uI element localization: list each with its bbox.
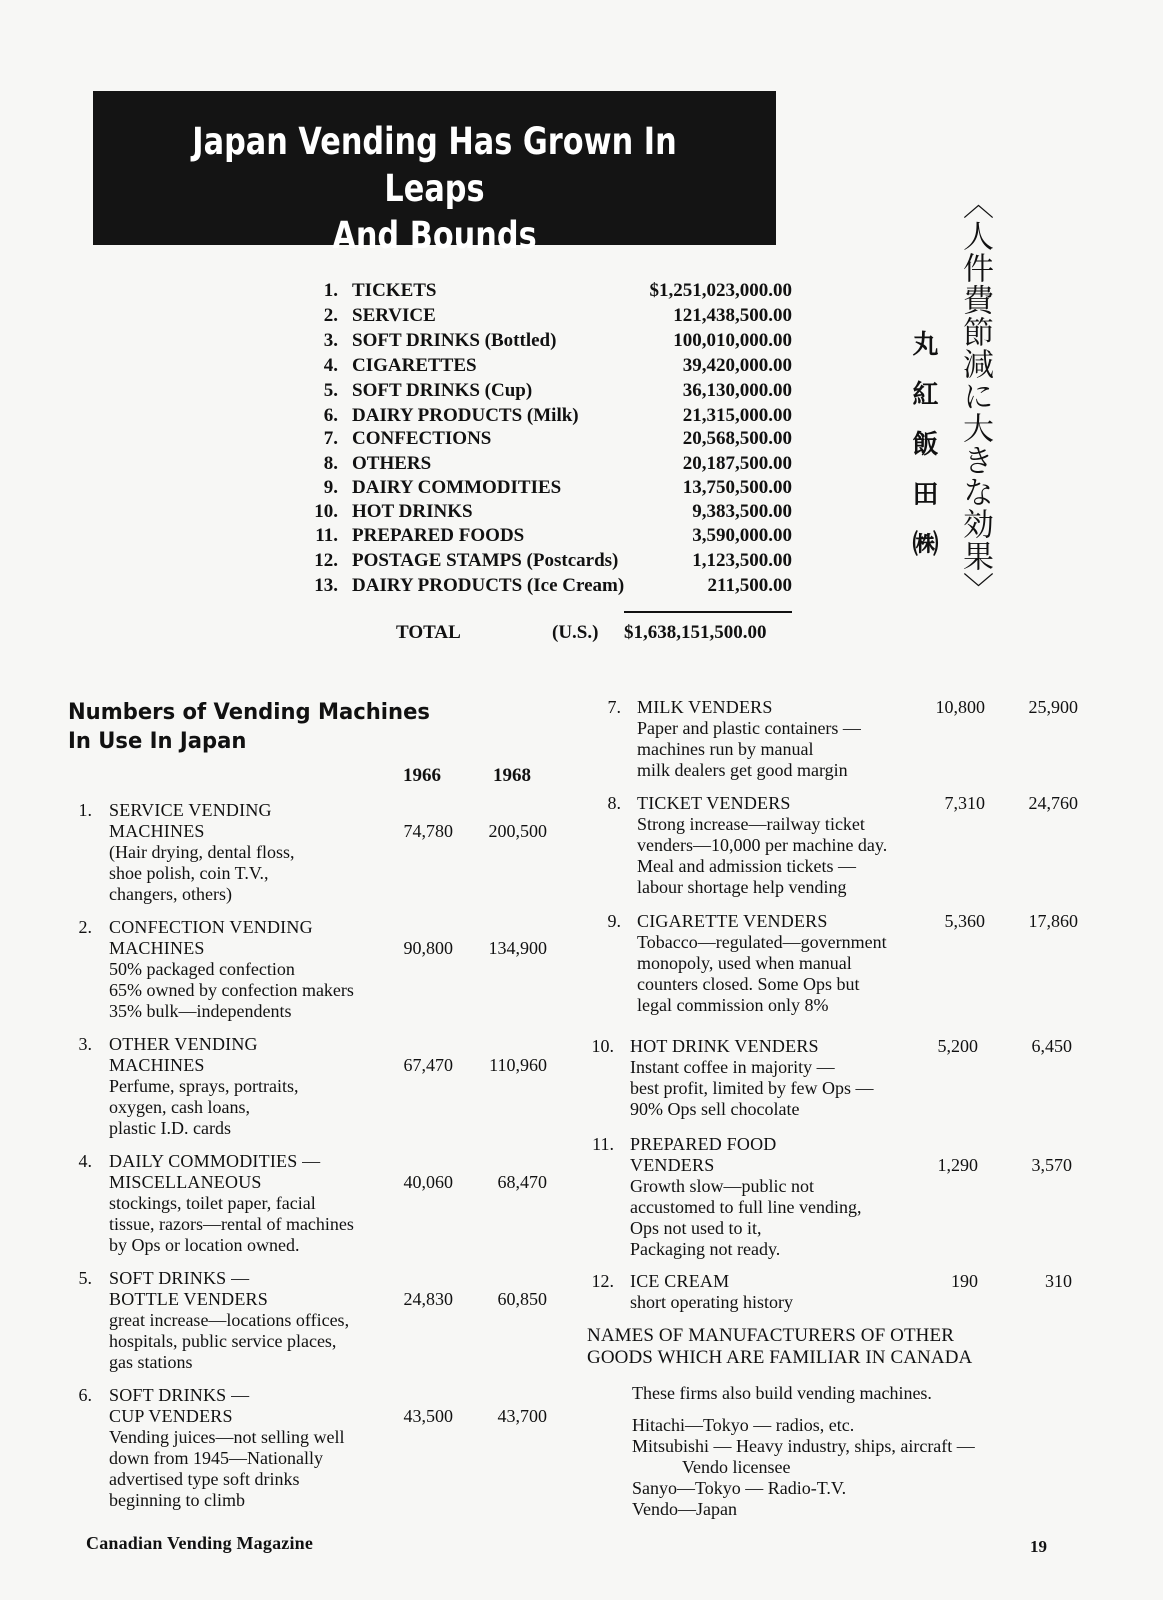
machine-item-number: 4. [78, 1151, 92, 1171]
revenue-row-category: HOT DRINKS [352, 501, 473, 522]
revenue-row [300, 330, 800, 354]
machine-count-1968: 43,700 [497, 1406, 547, 1426]
machine-count-1966: 190 [951, 1271, 978, 1291]
machine-item-description: changers, others) [109, 884, 232, 904]
revenue-row-amount: 100,010,000.00 [673, 330, 792, 351]
revenue-row-category: DAIRY PRODUCTS (Ice Cream) [352, 575, 625, 596]
machine-item-title: SERVICE VENDING [109, 800, 272, 820]
revenue-row [300, 525, 800, 549]
revenue-row-number: 7. [323, 428, 338, 449]
manufacturer-entry: Vendo—Japan [632, 1499, 737, 1519]
year-header-1968: 1968 [493, 765, 531, 786]
manufacturer-entry: Vendo licensee [682, 1457, 791, 1477]
total-label: TOTAL [396, 622, 461, 643]
machine-item-title: CUP VENDERS [109, 1406, 233, 1426]
manufacturer-entry: Hitachi—Tokyo — radios, etc. [632, 1415, 855, 1435]
machine-count-1966: 5,200 [937, 1036, 978, 1056]
machine-item-title: TICKET VENDERS [637, 793, 791, 813]
revenue-row-number: 1. [323, 280, 338, 301]
machine-item-number: 8. [607, 793, 621, 813]
revenue-row-number: 13. [314, 575, 338, 596]
machine-item-title: ICE CREAM [630, 1271, 730, 1291]
revenue-row-number: 11. [315, 525, 338, 546]
machine-item-description: plastic I.D. cards [109, 1118, 231, 1138]
machine-item-description: tissue, razors—rental of machines [109, 1214, 354, 1234]
revenue-row-category: CONFECTIONS [352, 428, 492, 449]
machine-item-title: VENDERS [630, 1155, 715, 1175]
revenue-row-number: 8. [323, 453, 338, 474]
machine-item-description: 35% bulk—independents [109, 1001, 292, 1021]
machine-item-number: 12. [591, 1271, 614, 1291]
machine-item-description: venders—10,000 per machine day. [637, 835, 888, 855]
machine-item-body [109, 1151, 449, 1256]
machine-count-1968: 60,850 [497, 1289, 547, 1309]
machine-item-description: 90% Ops sell chocolate [630, 1099, 800, 1119]
machine-item-description: oxygen, cash loans, [109, 1097, 250, 1117]
machine-count-1968: 110,960 [489, 1055, 547, 1075]
machine-item-title: MACHINES [109, 1055, 205, 1075]
revenue-row-amount: 13,750,500.00 [682, 477, 792, 498]
machine-item-number: 2. [78, 917, 92, 937]
machine-count-1968: 200,500 [488, 821, 547, 841]
revenue-row-number: 9. [323, 477, 338, 498]
machine-count-1968: 310 [1045, 1271, 1072, 1291]
machine-item-description: by Ops or location owned. [109, 1235, 300, 1255]
machine-item-body [109, 1268, 449, 1373]
machine-item-body [109, 800, 449, 905]
revenue-row [300, 380, 800, 404]
total-currency: (U.S.) [552, 622, 599, 643]
machine-item-description: Perfume, sprays, portraits, [109, 1076, 299, 1096]
revenue-row-number: 4. [323, 355, 338, 376]
revenue-row-number: 5. [323, 380, 338, 401]
machine-item-number: 10. [591, 1036, 614, 1056]
revenue-row [300, 453, 800, 477]
machine-item-body [630, 1134, 1050, 1260]
machine-item-number: 9. [607, 911, 621, 931]
revenue-row-number: 2. [323, 305, 338, 326]
machine-item-description: gas stations [109, 1352, 193, 1372]
machine-item-description: Packaging not ready. [630, 1239, 781, 1259]
revenue-row-number: 12. [314, 550, 338, 571]
revenue-row-category: SOFT DRINKS (Bottled) [352, 330, 557, 351]
machine-count-1966: 90,800 [403, 938, 453, 958]
revenue-row-category: OTHERS [352, 453, 432, 474]
machine-count-1966: 7,310 [944, 793, 985, 813]
section-heading [68, 698, 430, 756]
section-heading-line-2: In Use In Japan [68, 729, 247, 754]
revenue-row-amount: 39,420,000.00 [682, 355, 792, 376]
manufacturer-entry: Mitsubishi — Heavy industry, ships, aircraft — [632, 1436, 975, 1456]
machine-count-1966: 43,500 [403, 1406, 453, 1426]
machine-item-title: BOTTLE VENDERS [109, 1289, 268, 1309]
vertical-company-name: 丸紅飯田㈱ [908, 330, 938, 580]
machine-count-1968: 68,470 [497, 1172, 547, 1192]
manufacturer-entry: Sanyo—Tokyo — Radio-T.V. [632, 1478, 847, 1498]
machine-item-title: CONFECTION VENDING [109, 917, 313, 937]
machine-count-1966: 5,360 [944, 911, 985, 931]
machine-item-description: hospitals, public service places, [109, 1331, 337, 1351]
manufacturers-intro: These firms also build vending machines. [632, 1383, 932, 1403]
machine-item-description: advertised type soft drinks [109, 1469, 300, 1489]
revenue-row [300, 428, 800, 452]
machine-item-description: monopoly, used when manual [637, 953, 852, 973]
revenue-row [300, 550, 800, 574]
machine-item-description: (Hair drying, dental floss, [109, 842, 295, 862]
machine-item-description: milk dealers get good margin [637, 760, 848, 780]
revenue-row-category: POSTAGE STAMPS (Postcards) [352, 550, 619, 571]
revenue-row [300, 501, 800, 525]
machine-item-title: OTHER VENDING [109, 1034, 258, 1054]
revenue-row-category: CIGARETTES [352, 355, 477, 376]
page-title [154, 118, 714, 259]
machine-item-title: HOT DRINK VENDERS [630, 1036, 819, 1056]
revenue-row [300, 355, 800, 379]
machine-item-description: great increase—locations offices, [109, 1310, 350, 1330]
machine-item-description: legal commission only 8% [637, 995, 829, 1015]
machine-item-number: 5. [78, 1268, 92, 1288]
machine-item-description: shoe polish, coin T.V., [109, 863, 269, 883]
machine-item-description: stockings, toilet paper, facial [109, 1193, 316, 1213]
machine-item-title: SOFT DRINKS — [109, 1385, 250, 1405]
revenue-row [300, 477, 800, 501]
machine-count-1968: 134,900 [488, 938, 547, 958]
machine-item-description: Strong increase—railway ticket [637, 814, 865, 834]
machine-item-title: MISCELLANEOUS [109, 1172, 262, 1192]
machine-item-title: PREPARED FOOD [630, 1134, 777, 1154]
machine-count-1968: 6,450 [1031, 1036, 1072, 1056]
revenue-row [300, 405, 800, 429]
revenue-row-category: PREPARED FOODS [352, 525, 525, 546]
machine-count-1968: 25,900 [1028, 697, 1078, 717]
revenue-row [300, 280, 800, 304]
machine-item-title: MACHINES [109, 938, 205, 958]
revenue-row-amount: 36,130,000.00 [682, 380, 792, 401]
total-rule [624, 611, 792, 613]
revenue-row [300, 575, 800, 599]
revenue-row-category: SERVICE [352, 305, 436, 326]
machine-count-1966: 67,470 [403, 1055, 453, 1075]
revenue-row-amount: 3,590,000.00 [692, 525, 792, 546]
revenue-row [300, 305, 800, 329]
revenue-row-amount: 20,187,500.00 [682, 453, 792, 474]
machine-count-1966: 1,290 [937, 1155, 978, 1175]
machine-count-1968: 17,860 [1028, 911, 1078, 931]
machine-count-1968: 3,570 [1031, 1155, 1072, 1175]
machine-item-description: labour shortage help vending [637, 877, 847, 897]
machine-item-number: 1. [78, 800, 92, 820]
machine-item-description: Instant coffee in majority — [630, 1057, 835, 1077]
revenue-row-category: SOFT DRINKS (Cup) [352, 380, 533, 401]
revenue-row-amount: 21,315,000.00 [682, 405, 792, 426]
machine-item-number: 6. [78, 1385, 92, 1405]
revenue-row-amount: $1,251,023,000.00 [649, 280, 792, 301]
machine-item-description: 65% owned by confection makers [109, 980, 354, 1000]
year-header-1966: 1966 [403, 765, 441, 786]
machine-item-description: Meal and admission tickets — [637, 856, 856, 876]
machine-item-description: beginning to climb [109, 1490, 245, 1510]
machine-item-number: 7. [607, 697, 621, 717]
machine-item-description: 50% packaged confection [109, 959, 295, 979]
machine-item-number: 11. [592, 1134, 614, 1154]
machine-item-number: 3. [78, 1034, 92, 1054]
revenue-row-amount: 121,438,500.00 [673, 305, 792, 326]
revenue-row-amount: 20,568,500.00 [682, 428, 792, 449]
machine-item-title: DAILY COMMODITIES — [109, 1151, 321, 1171]
machine-item-title: CIGARETTE VENDERS [637, 911, 828, 931]
machine-count-1966: 24,830 [403, 1289, 453, 1309]
manufacturers-heading [587, 1325, 972, 1369]
section-heading-line-1: Numbers of Vending Machines [68, 700, 430, 725]
revenue-row-amount: 211,500.00 [707, 575, 792, 596]
revenue-row-number: 10. [314, 501, 338, 522]
manufacturers-heading-line-1: NAMES OF MANUFACTURERS OF OTHER [587, 1325, 954, 1346]
title-line-2: And Bounds [332, 214, 537, 257]
machine-item-body [109, 1385, 449, 1511]
vertical-slogan: 〈人件費節減に大きな効果〉 [957, 188, 993, 604]
machine-item-description: Vending juices—not selling well [109, 1427, 345, 1447]
machine-item-description: Ops not used to it, [630, 1218, 762, 1238]
machine-item-body [109, 1034, 449, 1139]
machine-item-description: accustomed to full line vending, [630, 1197, 862, 1217]
machine-item-description: machines run by manual [637, 739, 814, 759]
revenue-row-number: 3. [323, 330, 338, 351]
machine-item-body [109, 917, 449, 1022]
revenue-row-category: DAIRY COMMODITIES [352, 477, 562, 498]
total-amount: $1,638,151,500.00 [624, 622, 767, 643]
machine-item-description: down from 1945—Nationally [109, 1448, 323, 1468]
machine-count-1966: 40,060 [403, 1172, 453, 1192]
machine-item-description: short operating history [630, 1292, 793, 1312]
revenue-row-number: 6. [323, 405, 338, 426]
manufacturers-heading-line-2: GOODS WHICH ARE FAMILIAR IN CANADA [587, 1347, 973, 1368]
machine-item-description: Growth slow—public not [630, 1176, 814, 1196]
machine-count-1968: 24,760 [1028, 793, 1078, 813]
machine-item-description: counters closed. Some Ops but [637, 974, 860, 994]
revenue-row-amount: 9,383,500.00 [692, 501, 792, 522]
machine-item-title: SOFT DRINKS — [109, 1268, 250, 1288]
title-line-1: Japan Vending Has Grown In Leaps [192, 120, 677, 210]
machine-item-title: MILK VENDERS [637, 697, 773, 717]
machine-count-1966: 74,780 [403, 821, 453, 841]
revenue-row-category: TICKETS [352, 280, 437, 301]
page-number: 19 [1030, 1537, 1047, 1556]
revenue-row-amount: 1,123,500.00 [692, 550, 792, 571]
revenue-row-category: DAIRY PRODUCTS (Milk) [352, 405, 579, 426]
machine-item-title: MACHINES [109, 821, 205, 841]
machine-item-description: Paper and plastic containers — [637, 718, 861, 738]
machine-item-description: best profit, limited by few Ops — [630, 1078, 874, 1098]
footer-magazine-name: Canadian Vending Magazine [86, 1533, 314, 1553]
machine-item-description: Tobacco—regulated—government [637, 932, 887, 952]
machine-count-1966: 10,800 [935, 697, 985, 717]
